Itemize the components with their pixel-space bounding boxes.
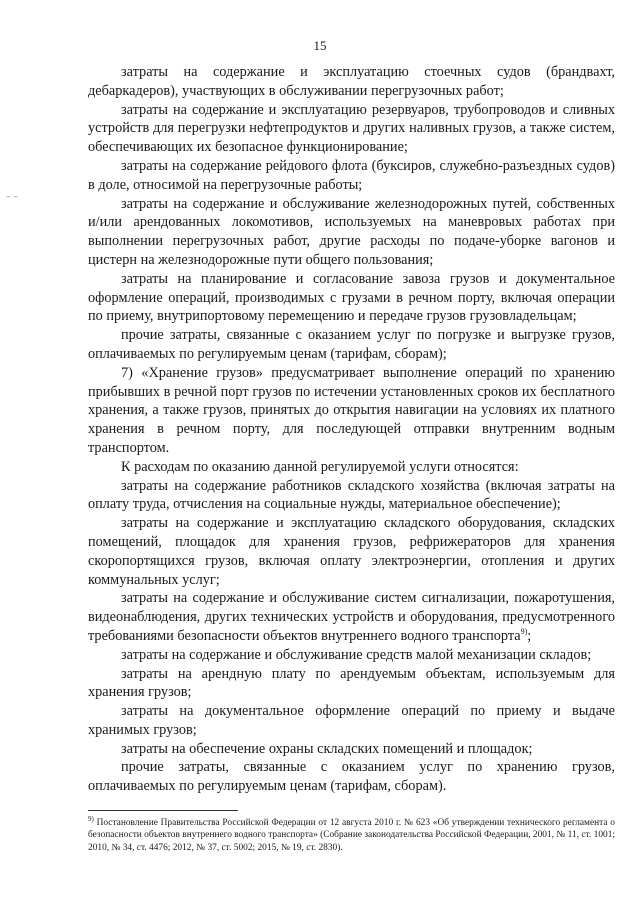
- paragraph: прочие затраты, связанные с оказанием услуг по хранению грузов, оплачиваемых по регулируемым ценам (тарифам, сборам).: [88, 759, 615, 795]
- footnote-text: Постановление Правительства Российской Федерации от 12 августа 2010 г. № 623 «Об утверждении технического регламента о безопасности объектов внутреннего водного транспорта» (Собрание законодательства Российской Федерации, 2001, № 11, ст. 1001; 2010, № 34, ст. 4476; 2012, № 37, ст. 5002; 2015, № 19, ст. 2830).: [88, 818, 615, 853]
- paragraph-tail: ;: [527, 627, 532, 644]
- paragraph: затраты на содержание и обслуживание железнодорожных путей, собственных и/или арендованных локомотивов, используемых на маневровых работах при выполнении перегрузочных работ, другие расходы по подаче-уборке вагонов и цистерн на железнодорожные пути общего пользования;: [88, 195, 615, 268]
- paragraph: затраты на содержание работников складского хозяйства (включая затраты на оплату труда, отчисления на социальные нужды, материальное обеспечение);: [88, 477, 615, 513]
- page-number: 15: [313, 38, 327, 53]
- footnote-reference: 9): [520, 627, 528, 637]
- footnote-mark: 9): [88, 814, 94, 823]
- paragraph: затраты на планирование и согласование завоза грузов и документальное оформление операций, производимых с грузами в речном порту, включая операции по приему, внутрипортовому перемещению и передаче грузов грузовладельцам;: [88, 270, 615, 325]
- paragraph-with-footnote: [88, 589, 615, 645]
- footnote-rule: [88, 810, 238, 811]
- paragraph-text: затраты на содержание и обслуживание систем сигнализации, пожаротушения, видеонаблюдения, других технических устройств и оборудования, предусмотренного требованиями безопасности объектов внутреннего водного транспорта: [88, 590, 615, 644]
- paragraph: затраты на содержание и обслуживание средств малой механизации складов;: [121, 646, 592, 663]
- paragraph: затраты на содержание и эксплуатацию резервуаров, трубопроводов и сливных устройств для перегрузки нефтепродуктов и других наливных грузов, а также систем, обеспечивающих их безопасное функционирование;: [88, 101, 615, 156]
- paragraph: 7) «Хранение грузов» предусматривает выполнение операций по хранению прибывших в речной порт грузов по истечении установленных сроков их бесплатного хранения, а также грузов, принятых до открытия навигации на условиях их платного хранения в речном порту, для последующей отправки внутренним водным транспортом.: [88, 364, 615, 456]
- paragraph: затраты на документальное оформление операций по приему и выдаче хранимых грузов;: [88, 703, 615, 738]
- body-text: [88, 63, 615, 796]
- margin-marks: – –: [6, 192, 18, 202]
- paragraph: затраты на обеспечение охраны складских помещений и площадок;: [121, 740, 533, 757]
- paragraph: прочие затраты, связанные с оказанием услуг по погрузке и выгрузке грузов, оплачиваемых по регулируемым ценам (тарифам, сборам);: [88, 327, 615, 362]
- footnote: [88, 814, 615, 854]
- paragraph: К расходам по оказанию данной регулируемой услуги относятся:: [121, 458, 519, 475]
- paragraph: затраты на арендную плату по арендуемым объектам, используемым для хранения грузов;: [88, 665, 615, 701]
- paragraph: затраты на содержание рейдового флота (буксиров, служебно-разъездных судов) в доле, относимой на перегрузочные работы;: [88, 157, 615, 193]
- paragraph: затраты на содержание и эксплуатацию складского оборудования, складских помещений, площадок для хранения грузов, рефрижераторов для хранения скоропортящихся грузов, включая оплату электроэнергии, отопления и других коммунальных услуг;: [88, 515, 615, 588]
- paragraph: затраты на содержание и эксплуатацию стоечных судов (брандвахт, дебаркадеров), участвующих в обслуживании перегрузочных работ;: [88, 64, 615, 99]
